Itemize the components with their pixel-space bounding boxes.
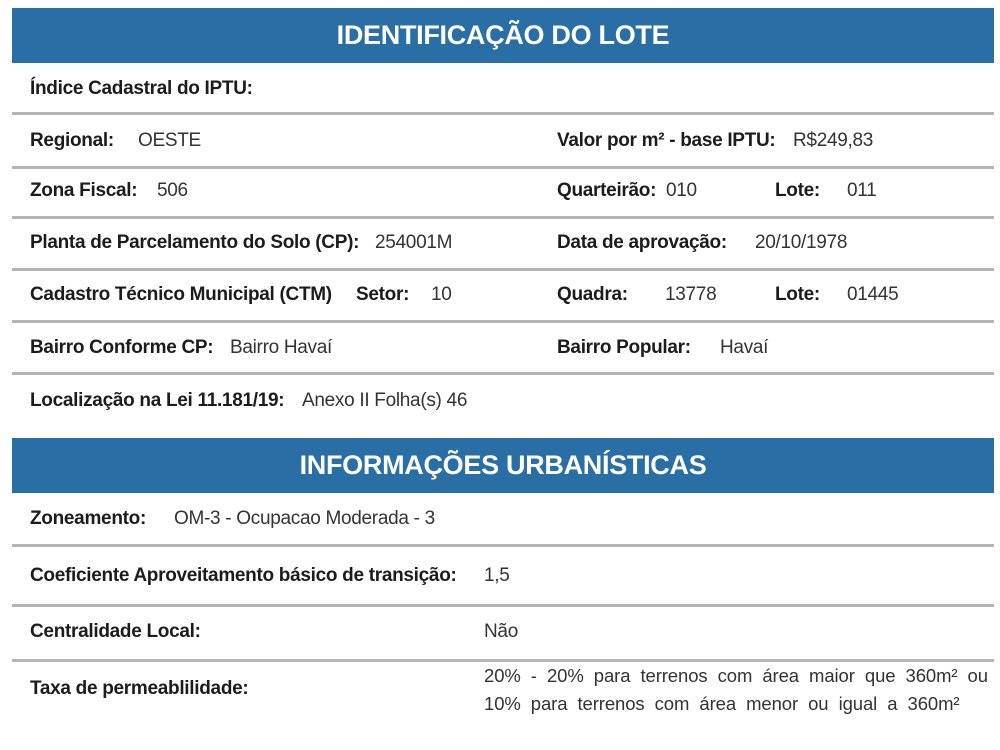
- coeficiente-label: Coeficiente Aproveitamento básico de transição:: [30, 565, 457, 586]
- row-centralidade-local: [12, 621, 994, 643]
- data-aprovacao-label: Data de aprovação:: [557, 232, 727, 253]
- row-zona-fiscal: [12, 180, 994, 202]
- lote-label: Lote:: [775, 180, 820, 201]
- lote-label: Lote:: [775, 284, 820, 305]
- regional-label: Regional:: [30, 130, 114, 151]
- taxa-permeabilidade-line-1: 20% - 20% para terrenos com área maior que 360m² ou: [484, 665, 988, 686]
- quarteirao-label: Quarteirão:: [557, 180, 657, 201]
- zona-fiscal-value: 506: [157, 180, 188, 201]
- row-taxa-permeabilidade: [12, 664, 994, 724]
- taxa-permeabilidade-label: Taxa de permeablilidade:: [30, 678, 249, 699]
- lote-value: 01445: [847, 284, 899, 305]
- row-indice-cadastral: [12, 78, 994, 100]
- row-planta-parcelamento: [12, 232, 994, 254]
- localizacao-lei-value: Anexo II Folha(s) 46: [302, 390, 468, 411]
- valor-m2-label: Valor por m² - base IPTU:: [557, 130, 776, 151]
- zoneamento-value: OM-3 - Ocupacao Moderada - 3: [174, 508, 435, 529]
- row-zoneamento: [12, 508, 994, 530]
- divider: [12, 166, 994, 169]
- data-aprovacao-value: 20/10/1978: [755, 232, 848, 253]
- centralidade-label: Centralidade Local:: [30, 621, 201, 642]
- quadra-label: Quadra:: [557, 284, 628, 305]
- bairro-cp-value: Bairro Havaí: [230, 337, 332, 358]
- setor-label: Setor:: [356, 284, 410, 305]
- row-bairro: [12, 337, 994, 359]
- divider: [12, 268, 994, 271]
- coeficiente-value: 1,5: [484, 565, 510, 586]
- divider: [12, 216, 994, 219]
- taxa-permeabilidade-line-2: 10% para terrenos com área menor ou igual a 360m²: [484, 693, 960, 714]
- divider: [12, 320, 994, 323]
- zona-fiscal-label: Zona Fiscal:: [30, 180, 138, 201]
- planta-parcelamento-label: Planta de Parcelamento do Solo (CP):: [30, 232, 360, 253]
- localizacao-lei-label: Localização na Lei 11.181/19:: [30, 390, 285, 411]
- bairro-cp-label: Bairro Conforme CP:: [30, 337, 214, 358]
- section-header-identificacao-lote: [12, 8, 994, 63]
- divider: [12, 544, 994, 547]
- row-regional: [12, 130, 994, 152]
- quarteirao-value: 010: [666, 180, 697, 201]
- lote-value: 011: [847, 180, 877, 201]
- setor-value: 10: [431, 284, 452, 305]
- divider: [12, 112, 994, 115]
- indice-cadastral-label: Índice Cadastral do IPTU:: [30, 78, 253, 99]
- quadra-value: 13778: [665, 284, 717, 305]
- valor-m2-value: R$249,83: [793, 130, 874, 151]
- bairro-popular-value: Havaí: [720, 337, 769, 358]
- regional-value: OESTE: [138, 130, 201, 151]
- divider: [12, 659, 994, 662]
- centralidade-value: Não: [484, 621, 518, 642]
- planta-parcelamento-value: 254001M: [375, 232, 453, 253]
- section-title: INFORMAÇÕES URBANÍSTICAS: [299, 450, 707, 480]
- zoneamento-label: Zoneamento:: [30, 508, 146, 529]
- divider: [12, 372, 994, 375]
- section-title: IDENTIFICAÇÃO DO LOTE: [336, 20, 670, 50]
- row-cadastro-tecnico: [12, 284, 994, 306]
- ctm-label: Cadastro Técnico Municipal (CTM): [30, 284, 332, 305]
- row-localizacao-lei: [12, 390, 994, 412]
- row-coeficiente: [12, 565, 994, 587]
- bairro-popular-label: Bairro Popular:: [557, 337, 691, 358]
- divider: [12, 604, 994, 607]
- section-header-informacoes-urbanisticas: [12, 438, 994, 493]
